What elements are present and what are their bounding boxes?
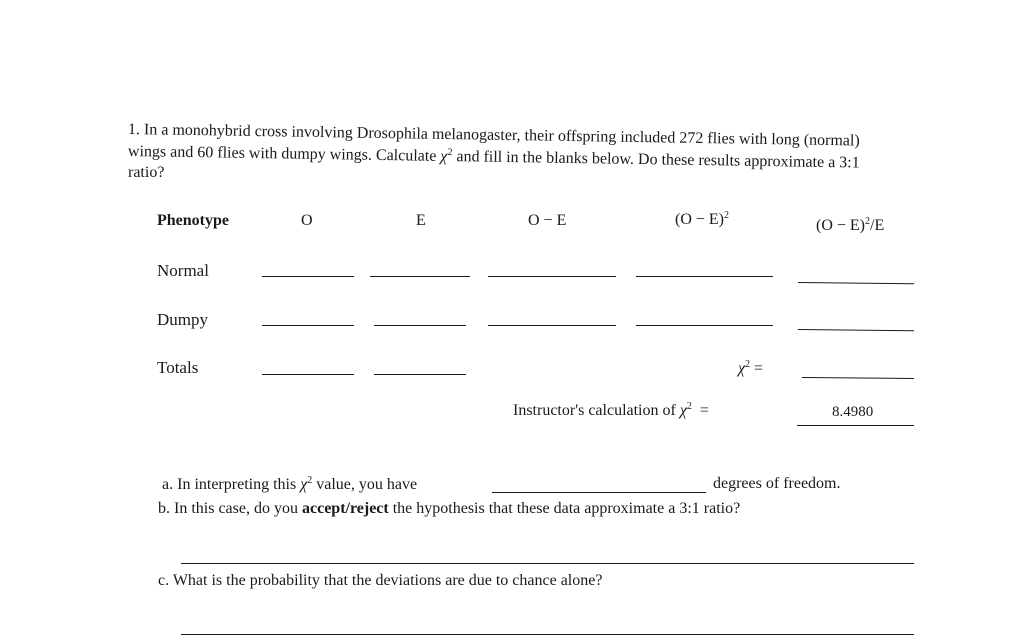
normal-expected-blank[interactable] [370, 276, 470, 277]
header-o-minus-e-squared [675, 211, 729, 229]
subquestion-a [162, 476, 417, 494]
chi-square-total-blank[interactable] [802, 377, 914, 379]
totals-observed-blank[interactable] [262, 374, 354, 375]
question-text-line-2a: wings and 60 flies with dumpy wings. Calculate [127, 143, 441, 165]
subquestion-b-text-1: In this case, do you [174, 500, 302, 517]
row-label-normal: Normal [157, 261, 209, 280]
dumpy-observed-blank[interactable] [262, 325, 354, 326]
header-o-minus-e-squared-text: (O − E) [675, 211, 725, 228]
subquestion-a-text-1: In interpreting this [177, 476, 301, 493]
instructor-chi-symbol: χ [679, 402, 687, 419]
subquestion-b [158, 500, 740, 518]
subquestion-b-marker: b. [158, 500, 170, 517]
dumpy-o-minus-e-blank[interactable] [488, 325, 616, 326]
question-text-line-2b: and fill in the blanks below. Do these results approximate a 3:1 [452, 148, 860, 172]
header-expected: E [416, 212, 426, 229]
degrees-of-freedom-blank[interactable] [492, 492, 706, 493]
instructor-value: 8.4980 [832, 404, 874, 420]
header-observed: O [301, 212, 313, 229]
subquestion-b-answer-line[interactable] [181, 563, 914, 564]
header-ratio-text-b: /E [870, 217, 885, 234]
dumpy-o-minus-e-squared-blank[interactable] [636, 325, 773, 326]
subquestion-b-bold: accept/reject [301, 500, 389, 517]
question-line-3 [128, 162, 164, 184]
subquestion-a-suffix: degrees of freedom. [713, 475, 841, 492]
row-label-totals: Totals [157, 358, 199, 377]
question-text-line-1: In a monohybrid cross involving Drosophila melanogaster, their offspring included 272 flies with long (normal) [143, 121, 860, 150]
subquestion-c-marker: c. [158, 572, 170, 589]
instructor-chi-superscript: 2 [686, 401, 692, 412]
instructor-calculation-label [513, 402, 709, 420]
subquestion-a-text-2: value, you have [312, 476, 418, 493]
subquestion-c-answer-line[interactable] [181, 634, 914, 635]
chi-square-symbol: χ [738, 360, 746, 377]
subquestion-a-chi: χ [300, 476, 308, 493]
question-text-line-3: ratio? [128, 164, 165, 181]
header-ratio-superscript: 2 [865, 216, 871, 227]
chi-symbol: χ [440, 147, 448, 166]
row-label-dumpy: Dumpy [157, 310, 208, 329]
subquestion-c-text: What is the probability that the deviations are due to chance alone? [172, 572, 603, 589]
header-ratio-text-a: (O − E) [816, 217, 866, 234]
dumpy-expected-blank[interactable] [374, 325, 466, 326]
header-phenotype: Phenotype [157, 212, 229, 229]
dumpy-chi-component-blank[interactable] [798, 329, 914, 331]
subquestion-b-text-2: the hypothesis that these data approximate a 3:1 ratio? [388, 500, 741, 517]
instructor-equals: = [691, 402, 709, 419]
subquestion-a-superscript: 2 [307, 475, 313, 486]
instructor-value-underline [797, 425, 914, 426]
chi-square-label [738, 360, 763, 378]
chi-square-equals: = [750, 360, 764, 377]
normal-o-minus-e-squared-blank[interactable] [636, 276, 773, 277]
chi-superscript: 2 [447, 147, 453, 159]
subquestion-a-marker: a. [162, 476, 174, 493]
chi-square-superscript: 2 [745, 359, 751, 370]
question-number: 1. [127, 121, 141, 139]
instructor-label-text: Instructor's calculation of [513, 402, 680, 419]
header-chi-component [816, 217, 884, 235]
subquestion-c [158, 572, 602, 590]
normal-observed-blank[interactable] [262, 276, 354, 277]
normal-chi-component-blank[interactable] [798, 282, 914, 284]
header-squared-superscript: 2 [724, 210, 730, 221]
header-o-minus-e: O − E [528, 212, 567, 229]
totals-expected-blank[interactable] [374, 374, 466, 375]
normal-o-minus-e-blank[interactable] [488, 276, 616, 277]
